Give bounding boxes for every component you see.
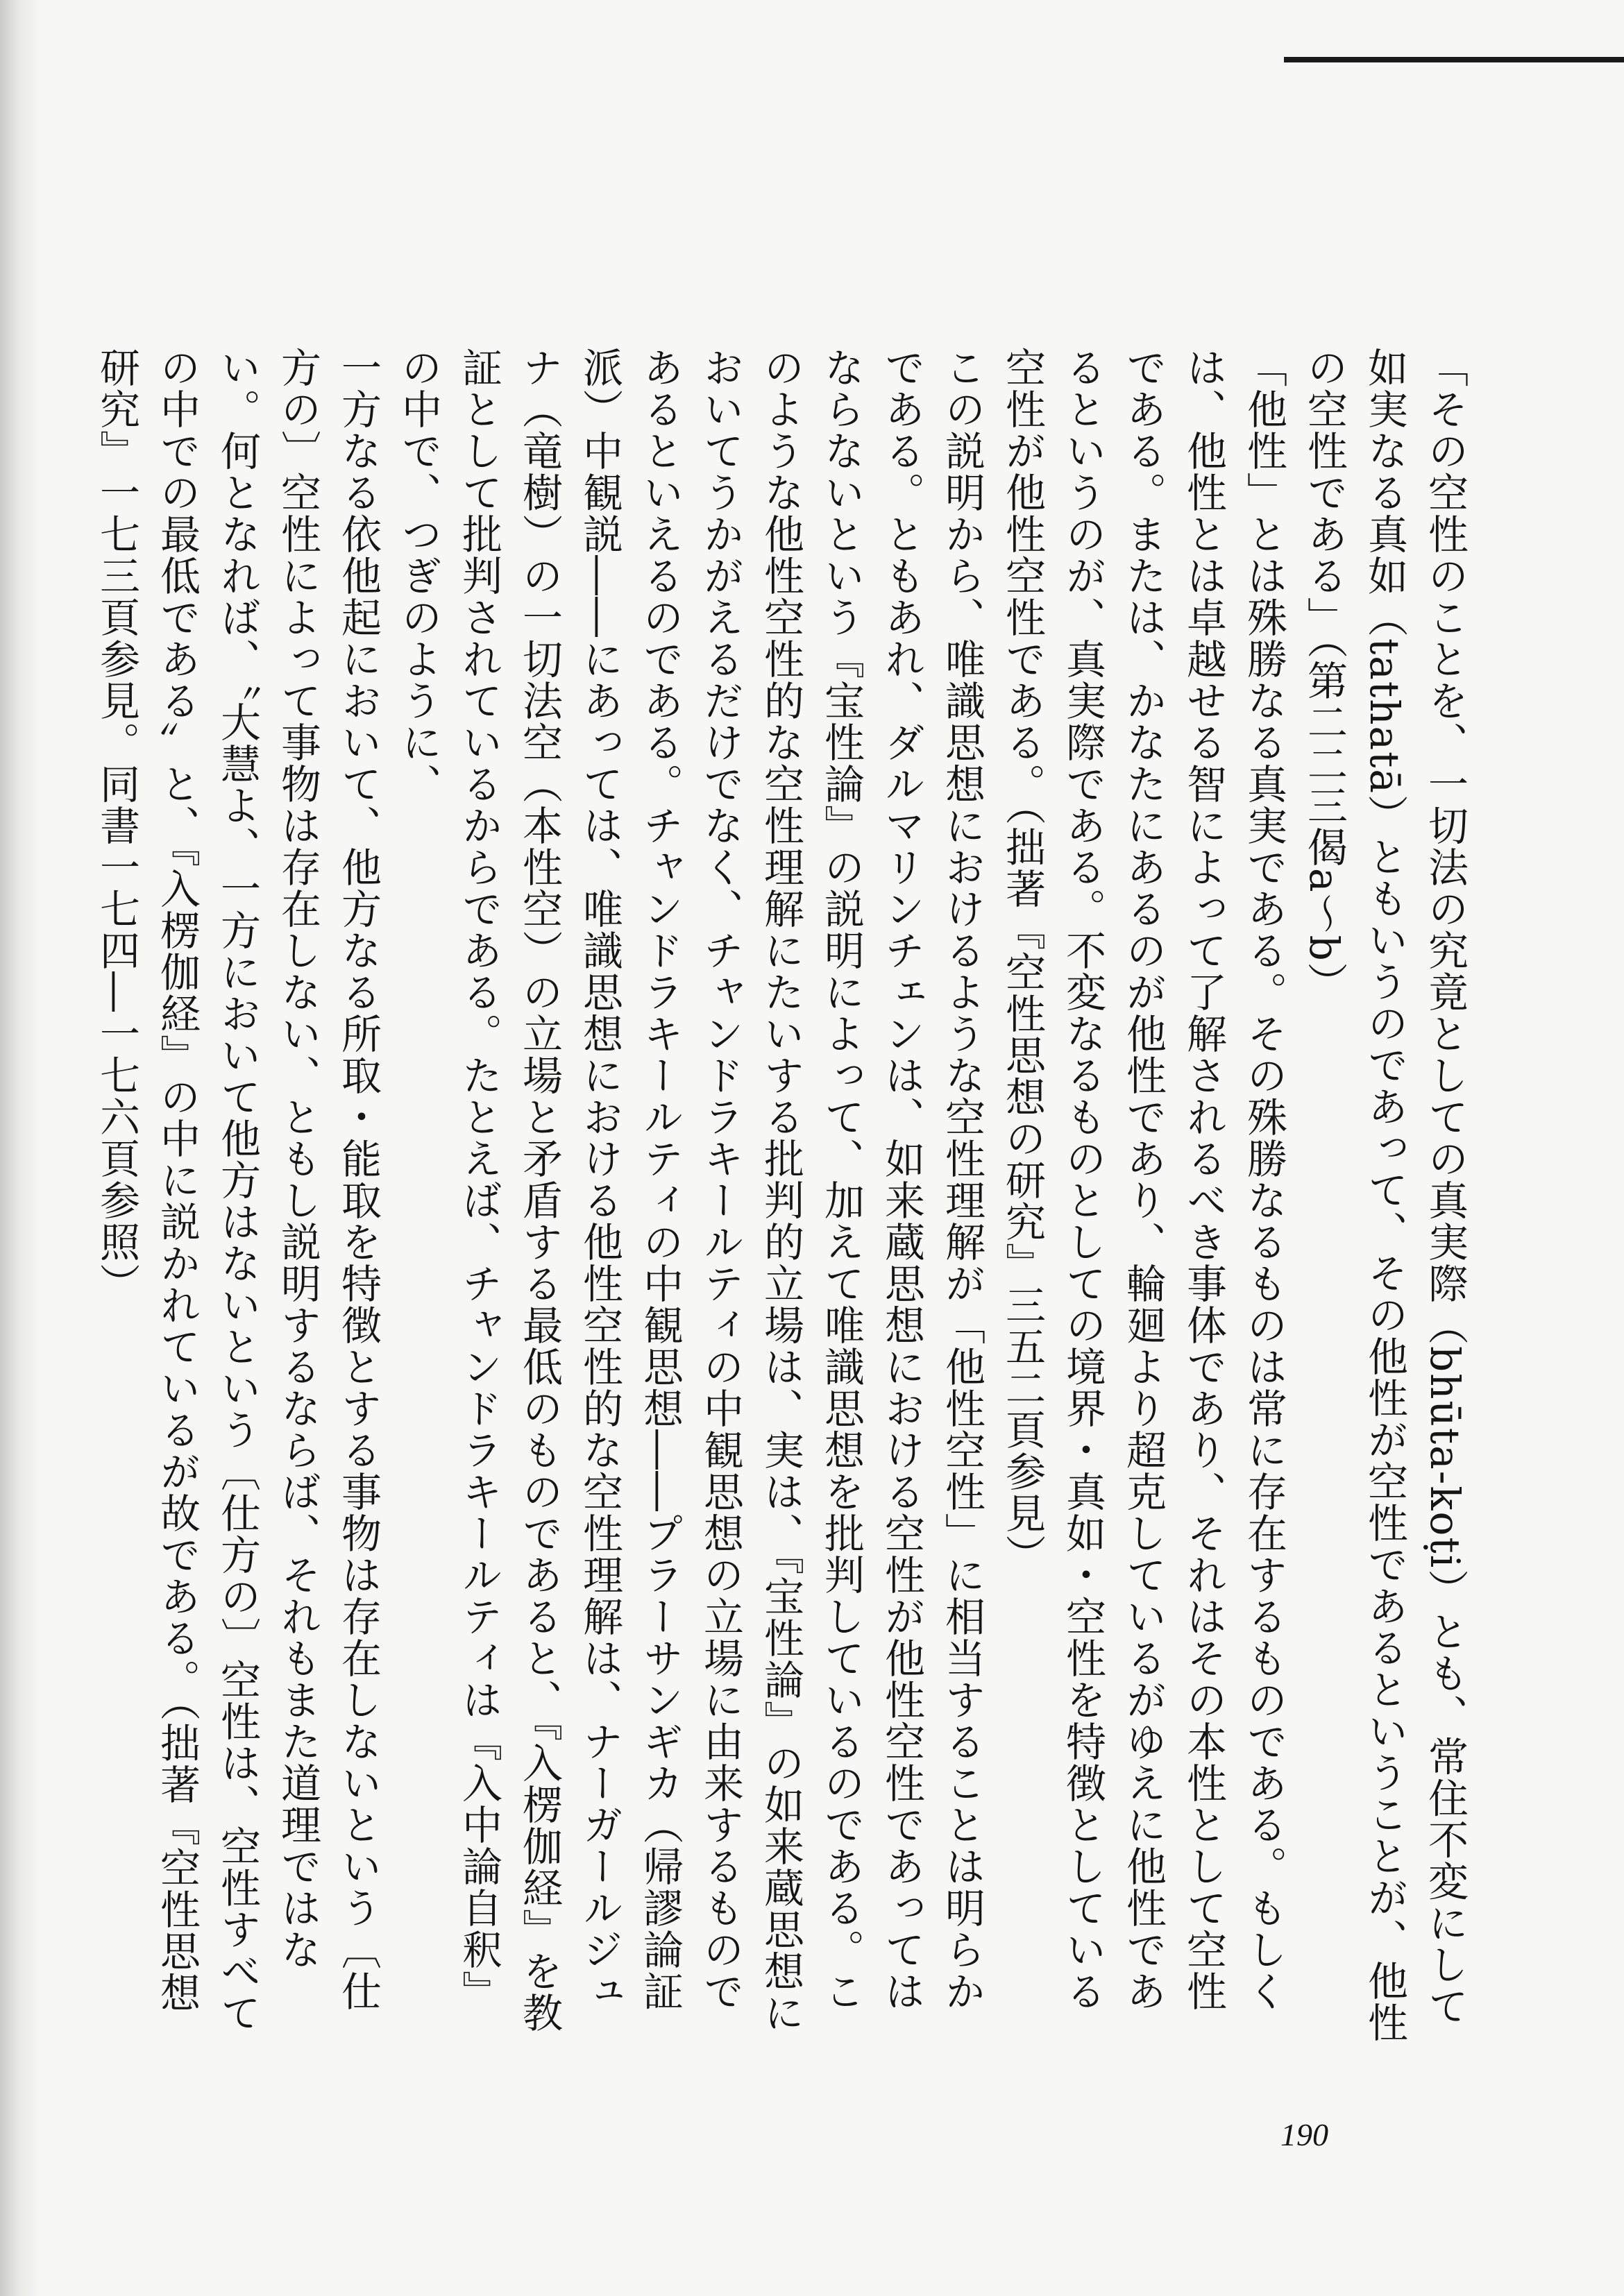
- scan-shadow-edge: [0, 0, 42, 2296]
- citation-paragraph: 一方なる依他起において、他方なる所取・能取を特徴とする事物は存在しないという〔仕方の〕空性によって事物は存在しない、ともし説明するならば、それもまた道理ではない。何となれば、〝大慧よ、一方において他方はないという〔仕方の〕空性は、空性すべての中での最低である〟と、『入楞伽経』の中に説かれているが故である。（拙著『空性思想研究』一七三頁参見。同書一七四―一七六頁参照）: [93, 347, 382, 2034]
- page-number: 190: [1280, 2117, 1328, 2152]
- explanation-paragraph: 「他性」とは殊勝なる真実である。その殊勝なるものは常に存在するものである。もしくは、他性とは卓越せる智によって了解されるべき事体であり、それはその本性として空性である。または、かなたにあるのが他性であり、輪廻より超克しているがゆえに他性であるというのが、真実際である。不変なるものとしての境界・真如・空性を特徴としている空性が他性空性である。（拙著『空性思想の研究』三五二頁参見）: [999, 347, 1287, 2012]
- quotation-paragraph: 「その空性のことを、一切法の究竟としての真実際（bhūta-koṭi）とも、常住不変にして如実なる真如（tathatā）ともいうのであって、その他性が空性であるということが、他性の空性である」（第二二三偈a〜b）: [1301, 347, 1469, 2044]
- analysis-paragraph: この説明から、唯識思想におけるような空性理解が「他性空性」に相当することは明らかである。ともあれ、ダルマリンチェンは、如来蔵思想における空性が他性空性であってはならないという『宝性論』の説明によって、加えて唯識思想を批判しているのである。このような他性空性的な空性理解にたいする批判的立場は、実は、『宝性論』の如来蔵思想においてうかがえるだけでなく、チャンドラキールティの中観思想の立場に由来するものであるといえるのである。チャンドラキールティの中観思想――プラーサンギカ（帰謬論証派）中観説――にあっては、唯識思想における他性空性的な空性理解は、ナーガールジュナ（竜樹）の一切法空（本性空）の立場と矛盾する最低のものであると、『入楞伽経』を教証として批判されているからである。たとえば、チャンドラキールティは『入中論自釈』の中で、つぎのように、: [395, 347, 986, 2034]
- vertical-text-body: [93, 347, 1475, 2047]
- header-rule: [1284, 57, 1624, 62]
